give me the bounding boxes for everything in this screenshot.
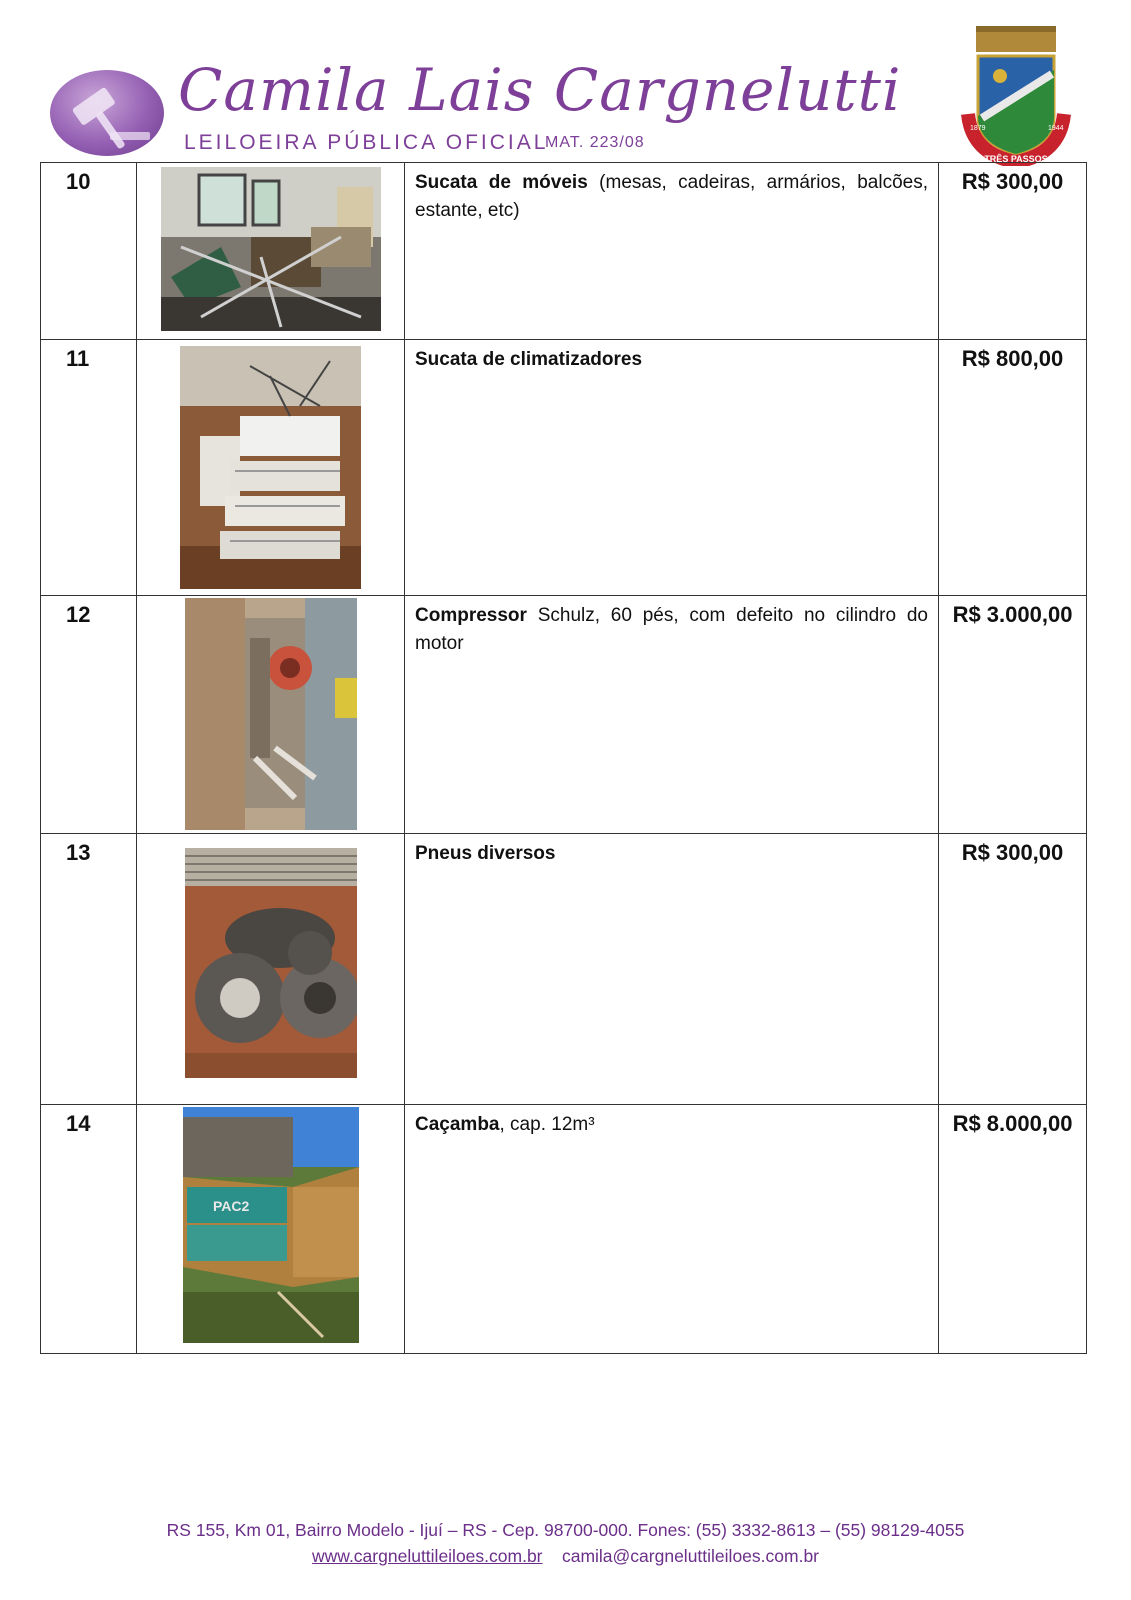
tires-photo xyxy=(185,848,357,1078)
lot-title: Sucata de climatizadores xyxy=(415,349,643,370)
air-conditioner-scrap-photo xyxy=(180,346,361,589)
footer-contact xyxy=(0,1546,1131,1567)
lot-price: R$ 800,00 xyxy=(939,340,1087,596)
table-row xyxy=(41,163,1087,340)
website-link[interactable]: www.cargneluttileiloes.com.br xyxy=(312,1546,543,1566)
crest-year-right: 1944 xyxy=(1048,125,1064,132)
gavel-logo-icon xyxy=(50,70,164,156)
lot-number: 11 xyxy=(41,340,137,596)
footer-address: RS 155, Km 01, Bairro Modelo - Ijuí – RS - Cep. 98700-000. Fones: (55) 3332-8613 – (55) 98129-4055 xyxy=(166,1520,965,1540)
lot-number: 13 xyxy=(41,834,137,1105)
table-row xyxy=(41,596,1087,834)
crest-name: TRÊS PASSOS xyxy=(984,154,1048,164)
lot-detail: (mesas, cadeiras, armários, balcões, estante, etc) xyxy=(415,172,928,221)
brand-registration: MAT. 223/08 xyxy=(545,134,645,151)
lot-number: 14 xyxy=(41,1105,137,1354)
email-address[interactable]: camila@cargneluttileiloes.com.br xyxy=(561,1546,819,1566)
lot-detail: , cap. 12m³ xyxy=(499,1114,595,1135)
office-furniture-scrap-photo xyxy=(161,167,381,331)
svg-text:PAC2: PAC2 xyxy=(212,1198,249,1214)
table-row xyxy=(41,340,1087,596)
lot-title: Pneus diversos xyxy=(415,843,556,864)
table-row xyxy=(41,1105,1087,1354)
lot-price: R$ 3.000,00 xyxy=(939,596,1087,834)
lot-title: Compressor xyxy=(415,605,527,626)
dump-container-photo xyxy=(183,1107,359,1343)
lot-number: 10 xyxy=(41,163,137,340)
lot-number: 12 xyxy=(41,596,137,834)
lot-title: Caçamba xyxy=(415,1114,500,1135)
table-row xyxy=(41,834,1087,1105)
page-header xyxy=(0,0,1131,162)
brand-subtitle: LEILOEIRA PÚBLICA OFICIAL xyxy=(184,131,549,154)
crest-year-left: 1879 xyxy=(970,125,986,132)
compressor-photo xyxy=(185,598,357,830)
lot-detail: Schulz, 60 pés, com defeito no cilindro do motor xyxy=(415,605,928,654)
lot-price: R$ 8.000,00 xyxy=(939,1105,1087,1354)
brand-name: Camila Lais Cargnelutti xyxy=(178,56,902,124)
lot-price: R$ 300,00 xyxy=(939,834,1087,1105)
lot-title: Sucata de móveis xyxy=(415,172,588,193)
lots-table xyxy=(40,162,1087,1354)
municipal-crest-icon xyxy=(960,26,1072,166)
lot-price: R$ 300,00 xyxy=(939,163,1087,340)
